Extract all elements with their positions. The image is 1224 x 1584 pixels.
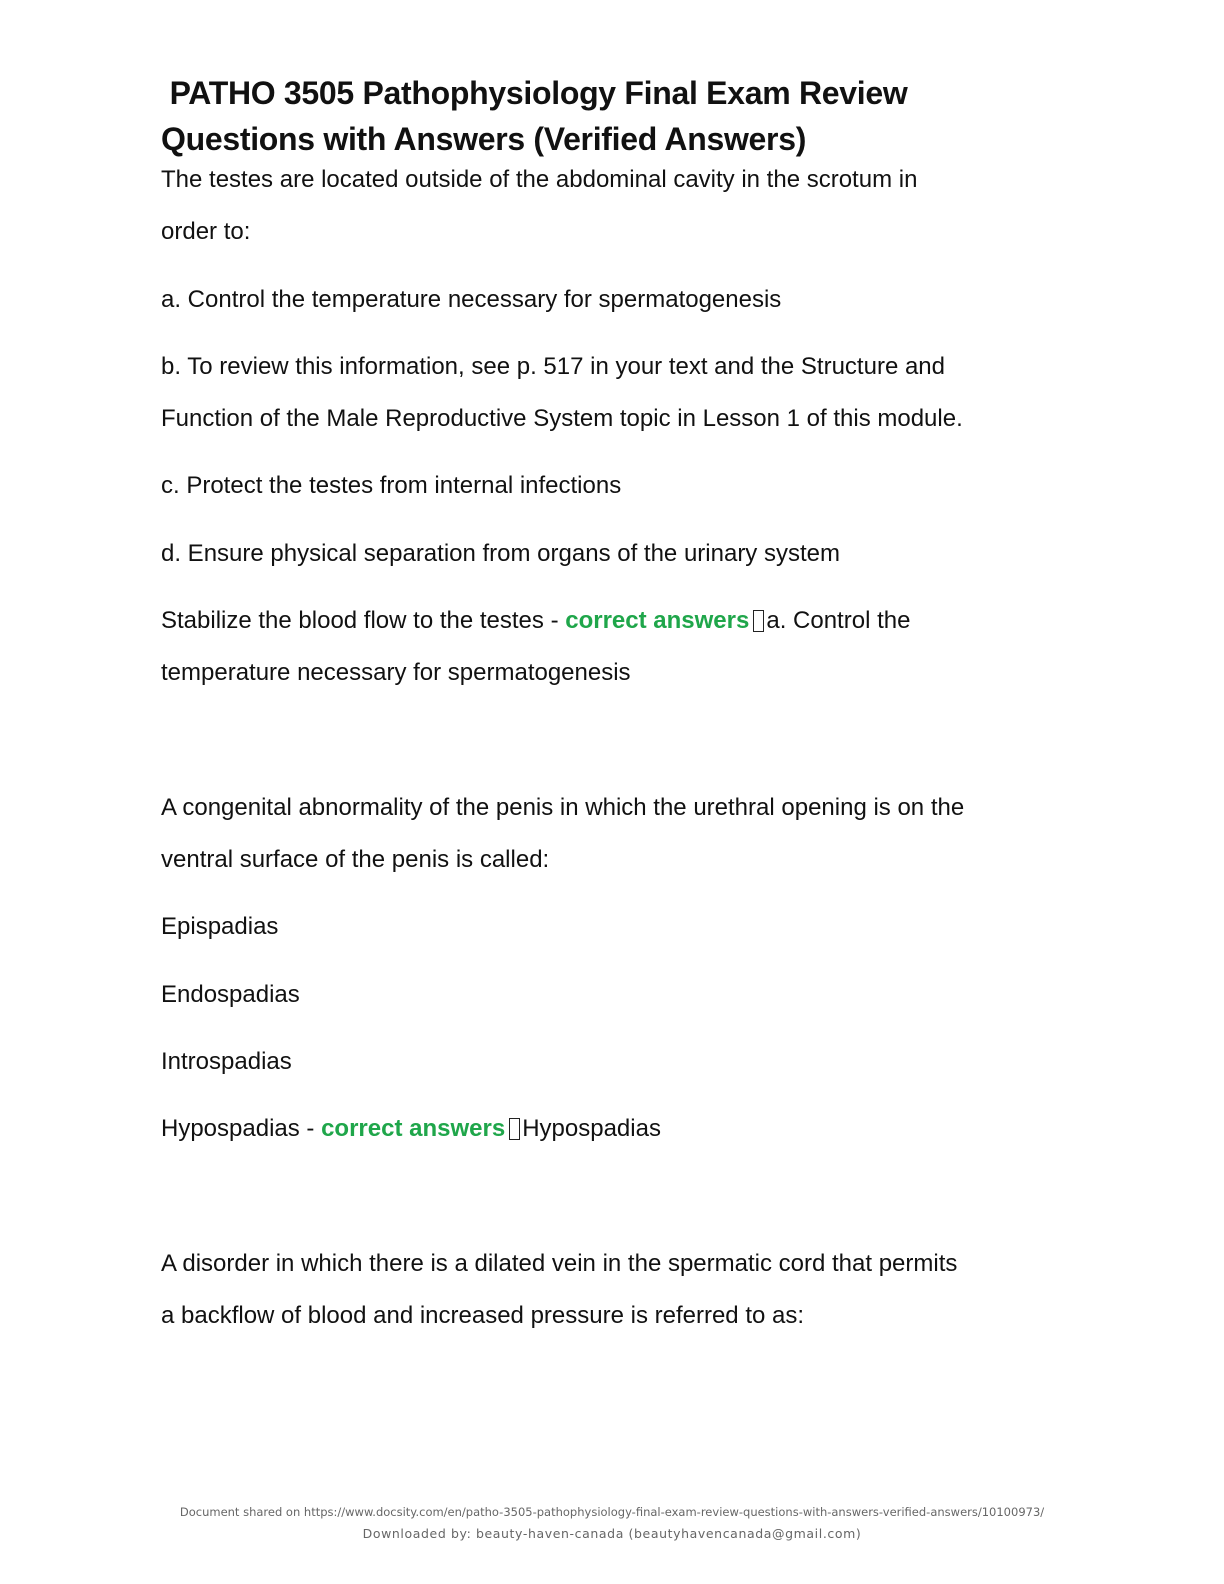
question-1-option-b-line-1: b. To review this information, see p. 517 in your text and the Structure and (161, 353, 945, 380)
missing-glyph-box-icon (509, 1118, 520, 1140)
question-2-option-3: Introspadias (161, 1048, 292, 1075)
question-3-stem-line-2: a backflow of blood and increased pressure is referred to as: (161, 1302, 805, 1329)
question-1-option-b-line-2: Function of the Male Reproductive System topic in Lesson 1 of this module. (161, 405, 963, 432)
question-1-option-c: c. Protect the testes from internal infections (161, 472, 622, 499)
document-title-line-1: PATHO 3505 Pathophysiology Final Exam Review (161, 75, 908, 111)
question-1-correct-answers-label: correct answers (565, 607, 750, 634)
question-2-answer-line (161, 1103, 1061, 1155)
question-1-option-a: a. Control the temperature necessary for spermatogenesis (161, 286, 782, 313)
question-2-correct-answers-label: correct answers (321, 1115, 506, 1142)
question-2-stem-line-2: ventral surface of the penis is called: (161, 846, 550, 873)
question-2-option-1: Epispadias (161, 913, 279, 940)
question-1-answer-line-2: temperature necessary for spermatogenesis (161, 659, 631, 686)
question-2-stem-line-1: A congenital abnormality of the penis in which the urethral opening is on the (161, 794, 965, 821)
missing-glyph-box-icon (753, 610, 764, 632)
question-1-option-d: d. Ensure physical separation from organs of the urinary system (161, 540, 840, 567)
question-1-answer-line-1 (161, 595, 1061, 647)
question-2-option-2: Endospadias (161, 981, 300, 1008)
question-1-stem-line-2: order to: (161, 218, 251, 245)
footer-shared-link[interactable]: Document shared on https://www.docsity.com/en/patho-3505-pathophysiology-final-exam-review-questions-with-answers-verified-answers/10100973/ (179, 1505, 1045, 1519)
document-title-line-2: Questions with Answers (Verified Answers) (161, 121, 807, 157)
question-1-stem-line-1: The testes are located outside of the abdominal cavity in the scrotum in (161, 166, 918, 193)
footer-downloaded-by: Downloaded by: beauty-haven-canada (beautyhavencanada@gmail.com) (362, 1526, 862, 1541)
question-2-answer-text: Hypospadias (522, 1115, 661, 1142)
question-1-answer-text: a. Control the (766, 607, 911, 634)
question-1-answer-prefix: Stabilize the blood flow to the testes - (161, 607, 566, 634)
question-3-stem-line-1: A disorder in which there is a dilated vein in the spermatic cord that permits (161, 1250, 958, 1277)
question-2-answer-prefix: Hypospadias - (161, 1115, 322, 1142)
